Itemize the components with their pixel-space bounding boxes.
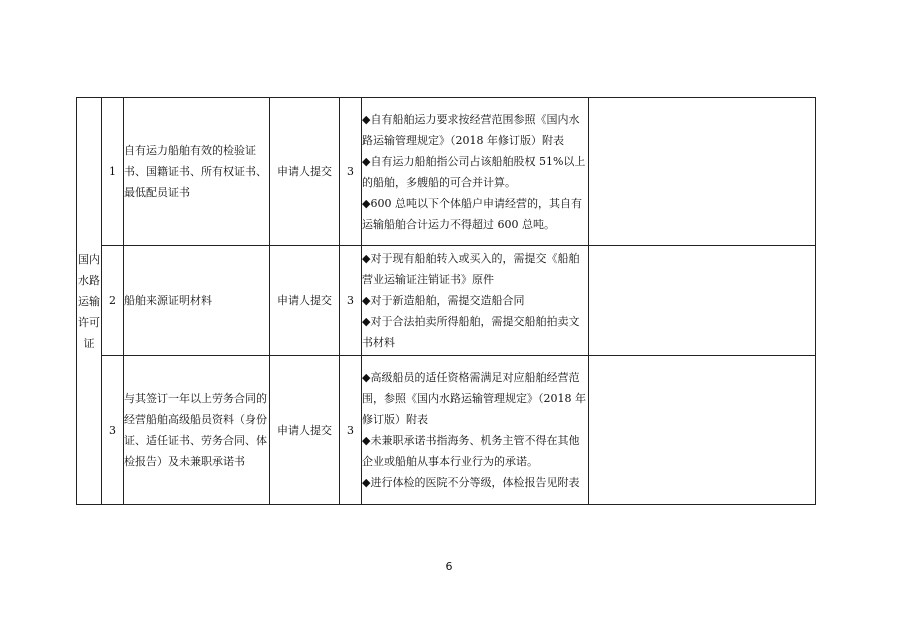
category-cell: 国内水路运输许可证 [77, 98, 102, 505]
material-cell: 与其签订一年以上劳务合同的经营船舶高级船员资料（身份证、适任证书、劳务合同、体检报告）及未兼职承诺书 [124, 356, 270, 505]
material-cell: 自有运力船舶有效的检验证书、国籍证书、所有权证书、最低配员证书 [124, 98, 270, 246]
requirements-table [76, 97, 816, 505]
requirement-item: ◆对于现有船舶转入或买入的，需提交《船舶营业运输证注销证书》原件 [362, 252, 580, 286]
requirements-cell [362, 98, 589, 246]
requirement-item: ◆600 总吨以下个体船户申请经营的，其自有运输船舶合计运力不得超过 600 总吨。 [362, 196, 582, 231]
requirement-item: ◆未兼职承诺书指海务、机务主管不得在其他企业或船舶从事本行业行为的承诺。 [362, 434, 580, 468]
count-cell: 3 [340, 98, 362, 246]
row-number: 3 [102, 356, 124, 505]
count-cell: 3 [340, 356, 362, 505]
requirement-item: ◆高级船员的适任资格需满足对应船舶经营范围，参照《国内水路运输管理规定》（2018 年修订版）附表 [362, 371, 586, 426]
requirement-item: ◆自有运力船舶指公司占该船舶股权 51%以上的船舶，多艘船的可合并计算。 [362, 154, 586, 189]
material-cell: 船舶来源证明材料 [124, 246, 270, 356]
requirements-cell [362, 356, 589, 505]
requirement-item: ◆进行体检的医院不分等级，体检报告见附表 [362, 476, 580, 489]
count-cell: 3 [340, 246, 362, 356]
note-cell [589, 98, 816, 246]
requirement-item: ◆对于合法拍卖所得船舶，需提交船舶拍卖文书材料 [362, 315, 580, 349]
submitter-cell: 申请人提交 [270, 246, 340, 356]
row-number: 2 [102, 246, 124, 356]
table-row [77, 356, 816, 505]
table-row [77, 246, 816, 356]
requirements-cell [362, 246, 589, 356]
submitter-cell: 申请人提交 [270, 98, 340, 246]
table-row [77, 98, 816, 246]
row-number: 1 [102, 98, 124, 246]
requirement-item: ◆自有船舶运力要求按经营范围参照《国内水路运输管理规定》（2018 年修订版）附表 [362, 112, 580, 147]
note-cell [589, 356, 816, 505]
note-cell [589, 246, 816, 356]
submitter-cell: 申请人提交 [270, 356, 340, 505]
requirement-item: ◆对于新造船舶，需提交造船合同 [362, 294, 525, 307]
page-number: 6 [445, 560, 453, 573]
